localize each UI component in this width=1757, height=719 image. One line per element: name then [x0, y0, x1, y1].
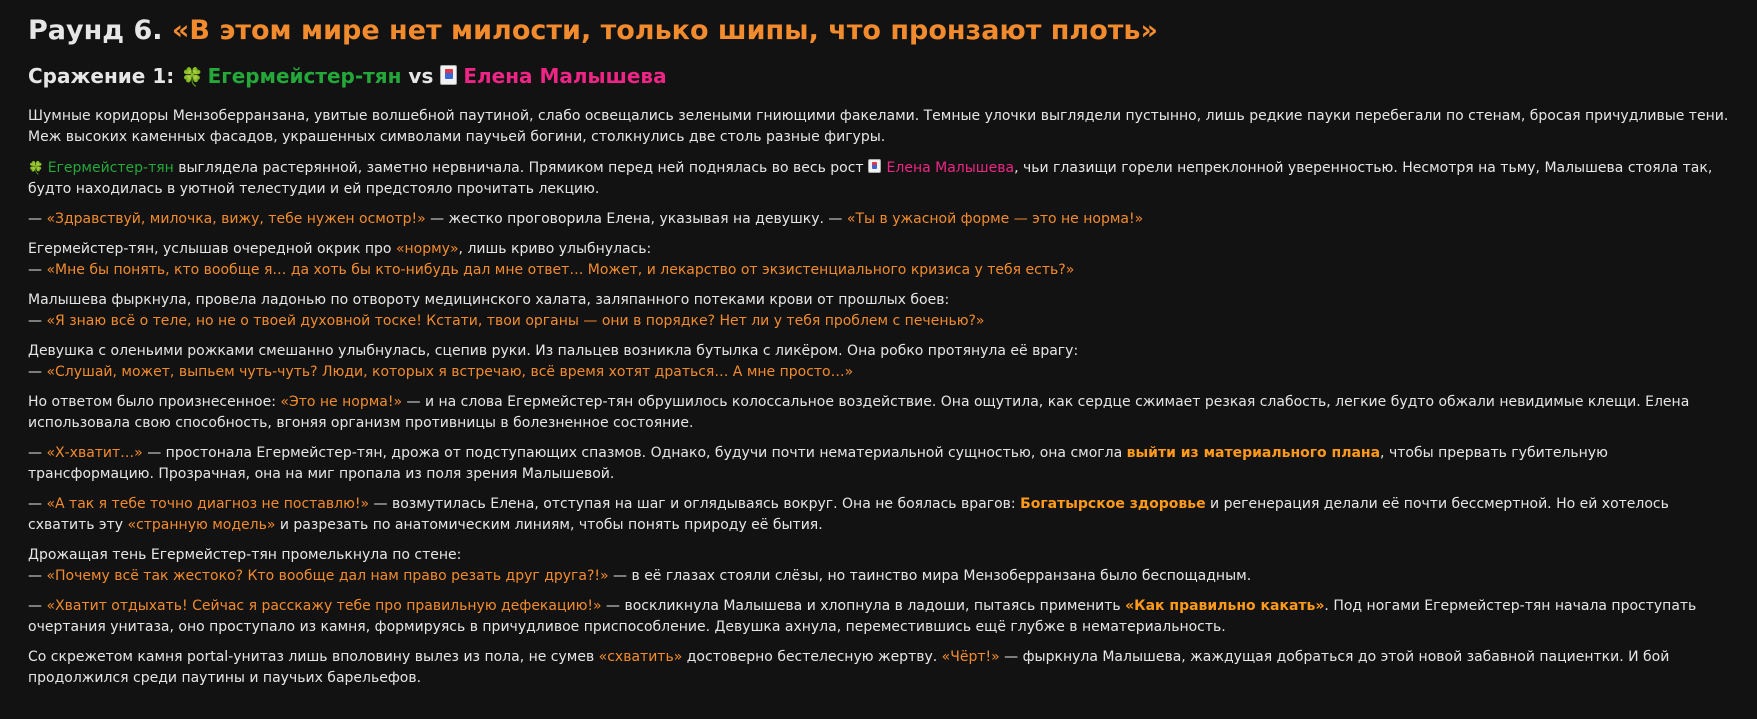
fighter1-name: Егермейстер-тян	[207, 64, 402, 88]
quote: «норму»	[395, 241, 459, 257]
story-paragraph: Малышева фыркнула, провела ладонью по отвороту медицинского халата, заляпанного потеками крови от прошлых боев: — «Я знаю всё о теле, но не о твоей духовной тоске! Кстати, твои органы — они в порядке? Нет ли у тебя проблем с печенью?»	[28, 292, 985, 329]
quote: «странную модель»	[127, 517, 276, 533]
story-paragraph: Девушка с оленьими рожками смешанно улыбнулась, сцепив руки. Из пальцев возникла бутылка с ликёром. Она робко протянула её врагу: — «Слушай, может, выпьем чуть-чуть? Люди, которых я встречаю, всё время хотят драться… А мне просто…»	[28, 343, 1079, 380]
quote: «А так я тебе точно диагноз не поставлю!»	[46, 496, 370, 512]
quote: «Здравствуй, милочка, вижу, тебе нужен осмотр!»	[46, 211, 426, 227]
four-leaf-clover-icon: 🍀	[28, 160, 44, 175]
story-paragraph: — «Хватит отдыхать! Сейчас я расскажу тебе про правильную дефекацию!» — воскликнула Малышева и хлопнула в ладоши, пытаясь применить «Как правильно какать». Под ногами Егермейстер-тян начала проступать очертания унитаза, оно проступало из камня, формируясь в причудливое приспособление. Девушка ахнула, переместившись ещё глубже в нематериальность.	[28, 598, 1697, 635]
quote: «Ты в ужасной форме — это не норма!»	[846, 211, 1144, 227]
story-text	[28, 106, 1729, 689]
four-leaf-clover-icon: 🍀	[181, 67, 204, 88]
ability-name: Богатырское здоровье	[1020, 496, 1206, 512]
fighter2-name: Елена Малышева	[463, 64, 667, 88]
story-paragraph: Шумные коридоры Мензоберранзана, увитые волшебной паутиной, слабо освещались зелеными гниющими факелами. Темные улочки выглядели пустынно, лишь редкие пауки перебегали по стенам, бросая причудливые тени. Меж высоких каменных фасадов, украшенных символами паучьей богини, столкнулись две столь разные фигуры.	[28, 108, 1729, 145]
playing-cards-icon	[868, 159, 881, 174]
vs-label: vs	[408, 64, 434, 88]
story-paragraph: Егермейстер-тян, услышав очередной окрик про «норму», лишь криво улыбнулась: — «Мне бы понять, кто вообще я… да хоть бы кто-нибудь дал мне ответ… Может, и лекарство от экзистенциального кризиса у тебя есть?»	[28, 241, 1075, 278]
battle-label: Сражение 1:	[28, 64, 175, 88]
story-paragraph: Но ответом было произнесенное: «Это не норма!» — и на слова Егермейстер-тян обрушилось колоссальное воздействие. Она ощутила, как сердце сжимает резкая слабость, легкие будто обжали невидимые клещи. Елена использовала свою способность, вгоняя организм противницы в болезненное состояние.	[28, 394, 1690, 431]
quote: «Почему всё так жестоко? Кто вообще дал нам право резать друг друга?!»	[46, 568, 609, 584]
quote: «Мне бы понять, кто вообще я… да хоть бы кто-нибудь дал мне ответ… Может, и лекарство от экзистенциального кризиса у тебя есть?»	[46, 262, 1075, 278]
quote: «Это не норма!»	[280, 394, 403, 410]
ability-name: выйти из материального плана	[1126, 445, 1381, 461]
quote: «схватить»	[598, 649, 683, 665]
story-paragraph: Со скрежетом камня portal-унитаз лишь вполовину вылез из пола, не сумев «схватить» достоверно бестелесную жертву. «Чёрт!» — фыркнула Малышева, жаждущая добраться до этой новой забавной пациентки. И бой продолжился среди паутины и паучьих барельефов.	[28, 649, 1670, 686]
battle-heading	[28, 62, 1729, 92]
ability-name: «Как правильно какать»	[1125, 598, 1325, 614]
round-title: «В этом мире нет милости, только шипы, что пронзают плоть»	[171, 15, 1158, 46]
quote: «Слушай, может, выпьем чуть-чуть? Люди, которых я встречаю, всё время хотят драться… А мне просто…»	[46, 364, 854, 380]
story-paragraph: — «А так я тебе точно диагноз не поставлю!» — возмутилась Елена, отступая на шаг и оглядываясь вокруг. Она не боялась врагов: Богатырское здоровье и регенерация делали её почти бессмертной. Но ей хотелось схватить эту «странную модель» и разрезать по анатомическим линиям, чтобы понять природу её бытия.	[28, 496, 1669, 533]
fighter1-name-inline: Егермейстер-тян	[47, 160, 174, 176]
quote: «Х-хватит…»	[46, 445, 143, 461]
quote: «Я знаю всё о теле, но не о твоей духовной тоске! Кстати, твои органы — они в порядке? Нет ли у тебя проблем с печенью?»	[46, 313, 985, 329]
quote: «Чёрт!»	[941, 649, 1000, 665]
story-paragraph: — «Здравствуй, милочка, вижу, тебе нужен осмотр!» — жестко проговорила Елена, указывая на девушку. — «Ты в ужасной форме — это не норма!»	[28, 211, 1144, 227]
round-heading	[28, 14, 1729, 48]
fighter2-name-inline: Елена Малышева	[886, 160, 1015, 176]
story-paragraph: — «Х-хватит…» — простонала Егермейстер-тян, дрожа от подступающих спазмов. Однако, будучи почти нематериальной сущностью, она смогла выйти из материального плана, чтобы прервать губительную трансформацию. Прозрачная, она на миг пропала из поля зрения Малышевой.	[28, 445, 1608, 482]
playing-cards-icon	[440, 65, 457, 85]
round-label: Раунд 6.	[28, 15, 163, 46]
quote: «Хватит отдыхать! Сейчас я расскажу тебе про правильную дефекацию!»	[46, 598, 602, 614]
story-paragraph: 🍀 Егермейстер-тян выглядела растерянной, заметно нервничала. Прямиком перед ней поднялась во весь рост Елена Малышева, чьи глазищи горели непреклонной уверенностью. Несмотря на тьму, Малышева стояла так, будто находилась в уютной телестудии и ей предстояло прочитать лекцию.	[28, 157, 1729, 200]
story-paragraph: Дрожащая тень Егермейстер-тян промелькнула по стене: — «Почему всё так жестоко? Кто вообще дал нам право резать друг друга?!» — в её глазах стояли слёзы, но таинство мира Мензоберранзана было беспощадным.	[28, 547, 1252, 584]
